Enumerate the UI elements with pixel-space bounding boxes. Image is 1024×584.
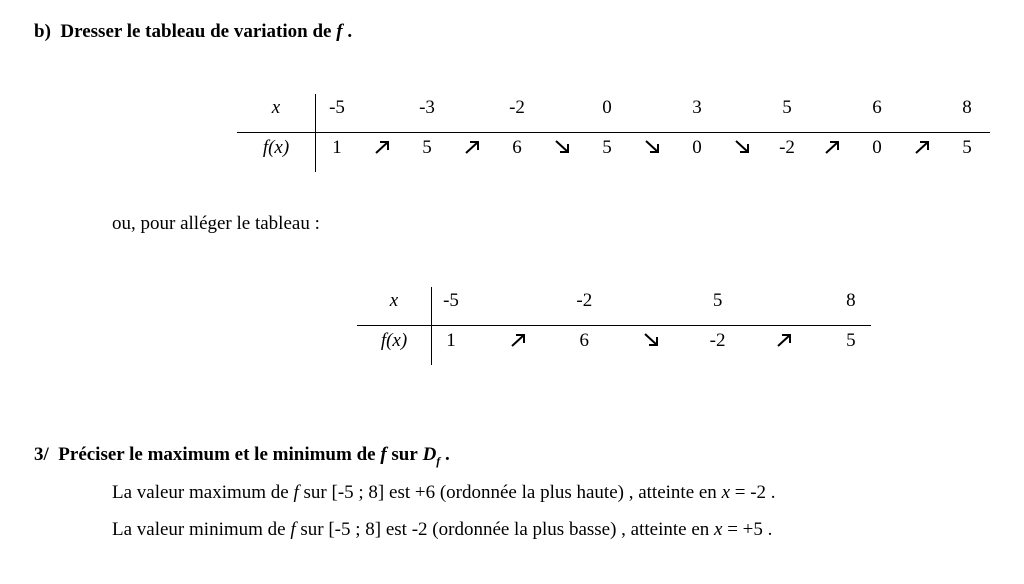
table1-vertical-rule: [315, 94, 316, 172]
min-line-x: x: [714, 519, 723, 540]
table2-fx-value: 6: [579, 330, 590, 351]
section-3-label: 3/: [34, 444, 49, 465]
table2-vertical-rule: [431, 287, 432, 365]
section-b-heading: [34, 21, 352, 43]
arrow-down-icon: [554, 140, 570, 154]
max-line-text-1: La valeur maximum de: [112, 482, 289, 503]
table2-fx-value: -2: [709, 330, 726, 351]
arrow-down-icon: [734, 140, 750, 154]
table2-fx-value: 5: [846, 330, 856, 351]
min-line-f: f: [290, 519, 296, 540]
section-b-end: .: [347, 21, 353, 42]
section-3-heading: [34, 444, 450, 469]
min-line-text-1: La valeur minimum de: [112, 519, 286, 540]
table1-x-value: -2: [509, 97, 525, 118]
section-3-domain: $D_f$: [422, 444, 441, 468]
table2-x-value: -2: [576, 290, 593, 311]
arrow-up-icon: [914, 140, 930, 154]
table1-fx-value: 1: [332, 137, 342, 158]
max-line-text-2: sur [-5 ; 8] est +6 (ordonnée la plus haute) , atteinte en: [303, 482, 717, 503]
section-b-title: Dresser le tableau de variation de: [60, 21, 332, 42]
table2-x-value: -5: [443, 290, 459, 311]
table1-fx-value: 0: [872, 137, 882, 158]
table1-fx-value: 0: [692, 137, 702, 158]
arrow-up-icon: [510, 333, 526, 347]
arrow-down-icon: [643, 333, 659, 347]
min-line-text-3: = +5 .: [727, 519, 773, 540]
max-line-f: f: [293, 482, 299, 503]
table1-x-value: 0: [602, 97, 612, 118]
section-b-func: f: [336, 21, 343, 42]
table1-fx-value: 5: [962, 137, 972, 158]
max-line-text-3: = -2 .: [734, 482, 776, 503]
section-3-func: f: [380, 444, 387, 465]
table1-x-header: x: [271, 97, 281, 118]
arrow-up-icon: [776, 333, 792, 347]
arrow-up-icon: [464, 140, 480, 154]
table1-x-value: 8: [962, 97, 972, 118]
arrow-down-icon: [644, 140, 660, 154]
arrow-up-icon: [374, 140, 390, 154]
table2-fx-value: 1: [446, 330, 456, 351]
arrow-up-icon: [824, 140, 840, 154]
table1-x-value: -5: [329, 97, 345, 118]
table2-fx-header: f(x): [380, 330, 408, 351]
min-line: [112, 519, 772, 541]
table1-x-value: 6: [872, 97, 882, 118]
middle-text: ou, pour alléger le tableau :: [112, 213, 320, 234]
section-3-sur: sur: [391, 444, 418, 465]
table1-fx-header: f(x): [262, 137, 290, 158]
section-3-end: .: [445, 444, 450, 465]
max-line: [112, 482, 776, 504]
max-line-x: x: [721, 482, 730, 503]
table1-fx-value: 5: [602, 137, 612, 158]
section-3-title: Préciser le maximum et le minimum de: [58, 444, 376, 465]
table2-x-header: x: [389, 290, 399, 311]
min-line-text-2: sur [-5 ; 8] est -2 (ordonnée la plus basse) , atteinte en: [300, 519, 710, 540]
table1-fx-value: 6: [512, 137, 522, 158]
table1-x-value: 3: [692, 97, 702, 118]
table2-horizontal-rule: [357, 325, 871, 326]
table1-x-value: 5: [782, 97, 792, 118]
table2-x-value: 5: [712, 290, 723, 311]
table2-x-value: 8: [846, 290, 856, 311]
table1-fx-value: 5: [422, 137, 432, 158]
section-b-label: b): [34, 21, 51, 42]
table1-x-value: -3: [419, 97, 435, 118]
table1-horizontal-rule: [237, 132, 990, 133]
table1-fx-value: -2: [779, 137, 795, 158]
